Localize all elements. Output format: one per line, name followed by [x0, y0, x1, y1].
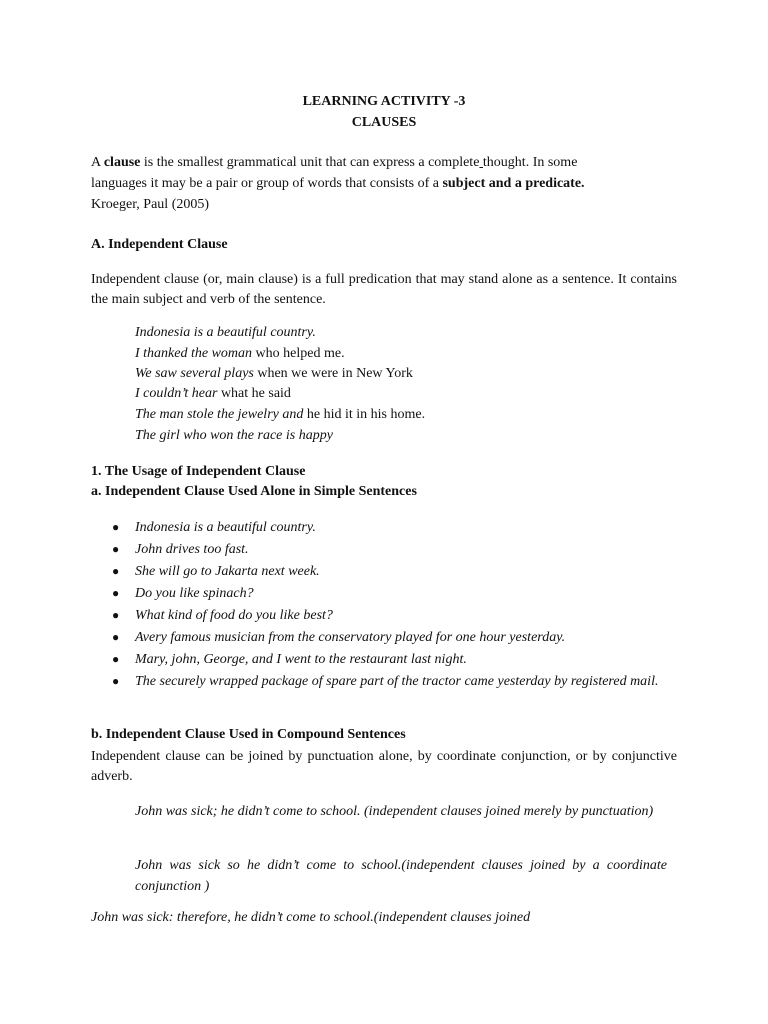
bullet-icon: ●: [112, 520, 120, 534]
intro-line-1: A clause is the smallest grammatical unit that can express a complete thought. In some: [91, 155, 578, 170]
example-line: I couldn’t hear what he said: [135, 386, 291, 401]
section-a-paragraph: Independent clause (or, main clause) is a full predication that may stand alone as a sentence. It contains the main subject and verb of the sentence.: [91, 272, 677, 307]
compound-example-1: John was sick; he didn’t come to school. (independent clauses joined merely by punctuation): [135, 804, 654, 819]
list-item: Indonesia is a beautiful country.: [135, 520, 316, 535]
bullet-icon: ●: [112, 542, 120, 556]
compound-paragraph: Independent clause can be joined by punctuation alone, by coordinate conjunction, or by conjunctive adverb.: [91, 749, 677, 784]
page-title: LEARNING ACTIVITY -3: [302, 94, 466, 109]
intro-line-2: languages it may be a pair or group of words that consists of a subject and a predicate.: [91, 176, 585, 191]
list-item: Mary, john, George, and I went to the restaurant last night.: [135, 652, 467, 667]
bullet-icon: ●: [112, 674, 120, 688]
example-line: The girl who won the race is happy: [135, 428, 333, 443]
bullet-icon: ●: [112, 586, 120, 600]
bullet-icon: ●: [112, 608, 120, 622]
list-item: She will go to Jakarta next week.: [135, 564, 320, 579]
list-item: Do you like spinach?: [135, 586, 254, 601]
page-subtitle: CLAUSES: [351, 115, 417, 130]
compound-example-2: John was sick so he didn’t come to school.(independent clauses joined by a coordinate conjunction ): [135, 858, 667, 894]
bullet-icon: ●: [112, 564, 120, 578]
example-line: The man stole the jewelry and he hid it in his home.: [135, 407, 426, 422]
bullet-icon: ●: [112, 652, 120, 666]
bullet-icon: ●: [112, 630, 120, 644]
compound-example-3: John was sick: therefore, he didn’t come to school.(independent clauses joined: [91, 910, 531, 925]
list-item: The securely wrapped package of spare part of the tractor came yesterday by registered mail.: [135, 674, 659, 689]
list-item: What kind of food do you like best?: [135, 608, 333, 623]
list-item: John drives too fast.: [135, 542, 249, 557]
usage-heading: 1. The Usage of Independent Clause: [91, 464, 306, 479]
intro-citation: Kroeger, Paul (2005): [91, 197, 210, 212]
usage-subheading-a: a. Independent Clause Used Alone in Simple Sentences: [91, 484, 417, 499]
example-line: Indonesia is a beautiful country.: [135, 325, 316, 340]
compound-heading: b. Independent Clause Used in Compound Sentences: [91, 727, 406, 742]
example-line: I thanked the woman who helped me.: [135, 346, 345, 361]
list-item: Avery famous musician from the conservatory played for one hour yesterday.: [135, 630, 566, 645]
example-line: We saw several plays when we were in New York: [135, 366, 413, 381]
section-a-heading: A. Independent Clause: [91, 237, 228, 252]
